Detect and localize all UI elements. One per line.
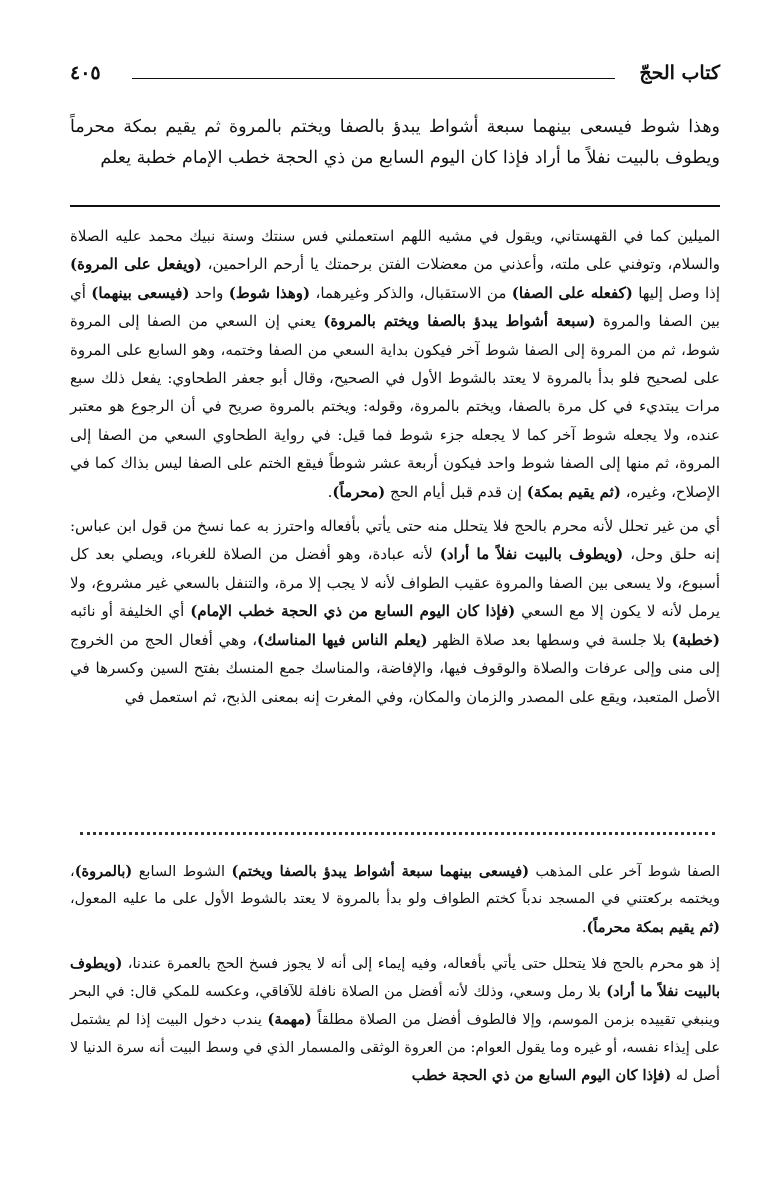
text-run: إن قدم قبل أيام الحج	[385, 482, 527, 501]
text-run: الميلين كما في القهستاني، ويقول في مشيه اللهم استعملني فس سنتك وسنة نبيك محمد عليه الصلاة والسلام، وتوفني على ملته، وأعذني من معضلات الفتن برحمتك يا أرحم الراحمين،	[70, 227, 720, 274]
quoted-main-text: (ثم يقيم بمكة)	[526, 482, 621, 501]
commentary-block	[70, 222, 720, 711]
quoted-main-text: (ويفعل على المروة)	[70, 255, 202, 274]
text-run: الشوط السابع	[132, 864, 232, 880]
footnote-separator	[80, 832, 715, 835]
text-run: إذ هو محرم بالحج فلا يتحلل حتى يأتي بأفعاله، وفيه إيماء إلى أنه لا يجوز فسخ الحج بالعمرة عندنا،	[122, 955, 720, 972]
commentary-paragraph	[70, 512, 720, 711]
text-run: أي الخليفة أو نائبه	[70, 602, 191, 621]
text-run: يعني إن السعي من الصفا إلى المروة شوط، ثم من المروة إلى الصفا شوط آخر فيكون بداية السعي من الصفا وختمه، وهو السابع على المروة على لصحيح فلو بدأ بالمروة لا يعتد بالشوط الأول في الصحيح، وقال أبو جعفر الطحاوي: يفعل ذلك سبع مرات يبتديء في كل مرة بالصفا، ويختم بالمروة، وقوله: ويختم بالمروة صريح في أن الرجوع هو معتبر عنده، ولا يجعله شوط آخر كما لا يجعله جزء شوط فما قيل: في رواية الطحاوي السعي من الصفا إلى المروة، ثم منها إلى الصفا شوط واحد فيكون أربعة عشر شوطاً فيقع الختم على الصفا ليس بذاك كما في الإصلاح، وغيره،	[70, 312, 720, 501]
quoted-main-text: (خطبة)	[671, 630, 720, 649]
marginal-notes-block	[70, 858, 720, 1090]
text-run: أي من غير تحلل لأنه محرم بالحج فلا يتحلل منه حتى يأتي بأفعاله واحترز به عما نسخ من قول ابن عباس: إنه حلق وحل،	[70, 517, 720, 564]
marginal-notes-paragraph	[70, 858, 720, 942]
quoted-main-text: (سبعة أشواط يبدؤ بالصفا ويختم بالمروة)	[323, 312, 596, 331]
book-title: كتاب الحجّ	[639, 62, 720, 84]
commentary-paragraph	[70, 222, 720, 506]
text-run: أي بين الصفا والمروة	[70, 283, 720, 331]
text-run: بلا رمل وسعي، وذلك لأنه أفضل من الصلاة نافلة للآفاقي، وعكسه للمكي قال: في البحر وينبغي تقييده بزمن الموسم، وإلا فالطوف أفضل من الصلاة مطلقاً	[70, 984, 720, 1029]
quoted-main-text: (كفعله على الصفا)	[511, 283, 633, 302]
page-number: ٤٠٥	[70, 62, 101, 84]
quoted-main-text: (بالمروة)	[74, 863, 133, 880]
quoted-main-text: (فإذا كان اليوم السابع من ذي الحجة خطب الإمام)	[190, 602, 516, 621]
header-rule	[132, 78, 615, 79]
main-text-block	[70, 112, 720, 174]
text-run: لأنه عبادة، وهو أفضل من الصلاة للغرباء، ويصلي بعد كل أسبوع، ولا يسعى بين الصفا والمروة عقيب الطواف لأنه لا يجب إلا مرة، والتنفل بالسعي غير مشروع، ولا يرمل لأنه لا يكون إلا مع السعي	[70, 545, 720, 621]
text-run: ، ويختمه بركعتني في المسجد ندباً كختم الطواف ولو بدأ بالمروة لا يعتد بالشوط الأول على ما عليه المعول،	[70, 864, 720, 908]
quoted-main-text: (ويطوف بالبيت نفلاً ما أراد)	[70, 954, 720, 1001]
text-run: .	[581, 919, 587, 936]
text-run: إذا وصل إليها	[632, 283, 720, 302]
quoted-main-text: (ثم يقيم بمكة محرماً)	[586, 918, 720, 936]
quoted-main-text: (فإذا كان اليوم السابع من ذي الحجة خطب	[411, 1067, 672, 1085]
quoted-main-text: (فيسعى بينهما)	[91, 283, 190, 302]
quoted-main-text: (فيسعى بينهما سبعة أشواط يبدؤ بالصفا ويختم)	[231, 863, 530, 880]
main-text-separator	[70, 205, 720, 207]
text-run: بلا جلسة في وسطها بعد صلاة الظهر	[427, 630, 672, 649]
text-run: واحد	[189, 283, 229, 302]
running-header	[70, 62, 720, 92]
quoted-main-text: (مهمة)	[267, 1011, 312, 1029]
marginal-notes-paragraph	[70, 950, 720, 1090]
text-run: الصفا شوط آخر على المذهب	[529, 864, 720, 880]
text-run: يندب دخول البيت إذا لم يشتمل على إيذاء نفسه، أو غيره وما يقول العوام: من العروة الوثقى والمسمار الذي في وسط البيت أنه سرة الدنيا لا أصل له	[70, 1012, 720, 1085]
quoted-main-text: (ويطوف بالبيت نفلاً ما أراد)	[439, 545, 624, 564]
text-run: .	[327, 482, 333, 501]
quoted-main-text: (يعلم الناس فيها المناسك)	[257, 630, 428, 649]
quoted-main-text: (محرماً)	[332, 482, 386, 501]
text-run: من الاستقبال، والذكر وغيرهما،	[310, 283, 512, 302]
quoted-main-text: (وهذا شوط)	[228, 283, 311, 302]
main-text: وهذا شوط فيسعى بينهما سبعة أشواط يبدؤ بالصفا ويختم بالمروة ثم يقيم بمكة محرماً ويطوف بالبيت نفلاً ما أراد فإذا كان اليوم السابع من ذي الحجة خطب الإمام خطبة يعلم	[70, 117, 720, 168]
text-run: ، وهي أفعال الحج من الخروج إلى منى وإلى عرفات والصلاة والوقوف فيها، والإفاضة، والمناسك جمع المنسك بفتح السين وكسرها في الأصل المتعبد، ويقع على المصدر والزمان والمكان، وفي المغرت إنه بمعنى الذبح، ثم استعمل في	[70, 630, 720, 706]
